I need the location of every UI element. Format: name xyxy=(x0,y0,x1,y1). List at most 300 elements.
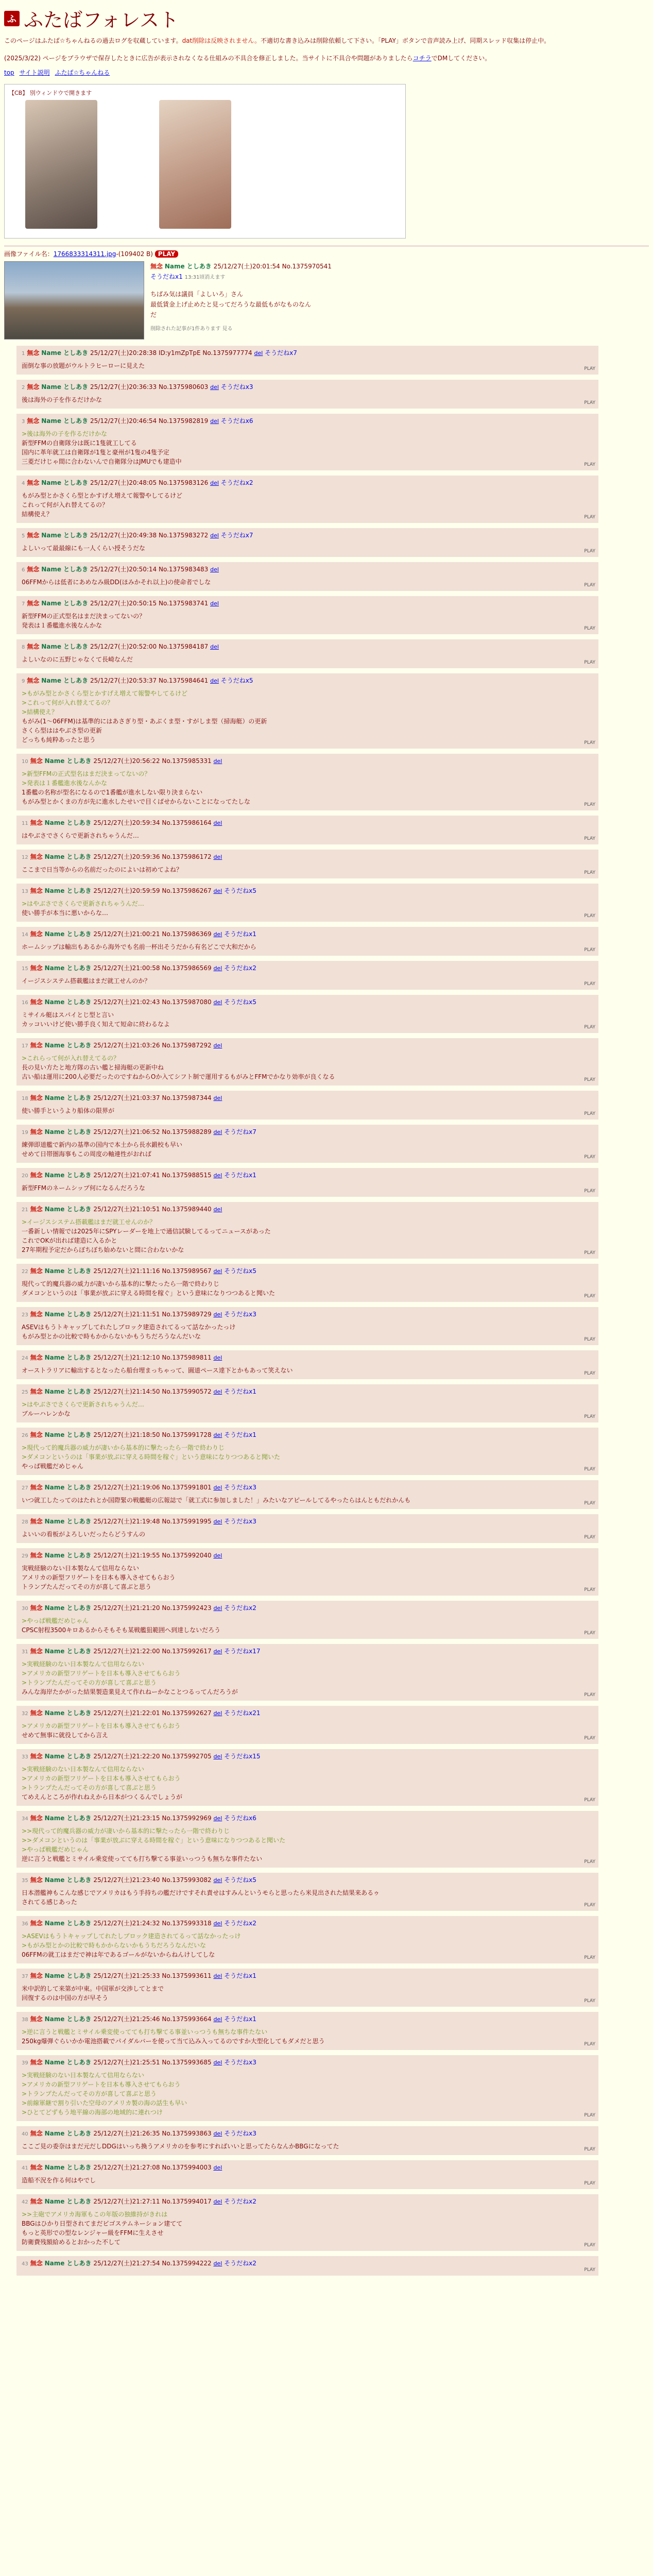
reply-subject: 無念 xyxy=(27,383,40,391)
reply-del-link[interactable]: del xyxy=(213,1095,222,1101)
reply-list xyxy=(4,346,649,2276)
reply-del-link[interactable]: del xyxy=(210,566,219,573)
reply-play-button[interactable]: PLAY xyxy=(584,1025,595,1030)
reply-number: 5 xyxy=(22,533,25,539)
reply-body xyxy=(22,1217,593,1255)
reply-header xyxy=(22,1093,593,1102)
reply-line: >実戦経験のない日本製なんて信用ならない xyxy=(22,1660,145,1668)
reply-number: 32 xyxy=(22,1711,28,1717)
reply-body xyxy=(22,578,593,587)
reply-datetime: 25/12/27(土)21:25:46 No.1375993664 xyxy=(93,2015,212,2023)
reply-del-link[interactable]: del xyxy=(254,350,263,357)
reply-post xyxy=(16,1091,598,1120)
reply-line: 実戦経験のない日本製なんて信用ならない xyxy=(22,1565,140,1572)
reply-subject: 無念 xyxy=(30,757,43,765)
op-file-link[interactable]: 1766833314311.jpg xyxy=(53,250,116,258)
reply-header xyxy=(22,565,593,573)
reply-play-button[interactable]: PLAY xyxy=(584,1998,595,2004)
reply-number: 6 xyxy=(22,567,25,573)
reply-del-link[interactable]: del xyxy=(213,1432,222,1438)
op-sod[interactable]: そうだねx1 xyxy=(150,273,183,280)
reply-line: これって何が入れ替えてるの？ xyxy=(22,501,109,509)
reply-name: Name としあき xyxy=(44,2059,92,2066)
reply-line: >イージスシステム搭載艦はまだ就工せんのか？ xyxy=(22,1218,156,1226)
reply-del-link[interactable]: del xyxy=(213,965,222,972)
reply-header xyxy=(22,1127,593,1136)
reply-sod[interactable]: そうだねx2 xyxy=(224,964,256,972)
reply-sod[interactable]: そうだねx21 xyxy=(224,1709,261,1717)
reply-body xyxy=(22,1931,593,1959)
reply-body xyxy=(22,865,593,874)
reply-name: Name としあき xyxy=(44,2164,92,2171)
reply-sod[interactable]: そうだねx7 xyxy=(220,532,253,539)
reply-datetime: 25/12/27(土)21:24:32 No.1375993318 xyxy=(93,1920,212,1927)
reply-datetime: 25/12/27(土)21:22:01 No.1375992627 xyxy=(93,1709,212,1717)
reply-line: 新型FFMの正式型名はまだ決まってないの？ xyxy=(22,613,146,620)
reply-del-link[interactable]: del xyxy=(213,931,222,938)
reply-header xyxy=(22,1752,593,1760)
reply-header xyxy=(22,1603,593,1612)
reply-sod[interactable]: そうだねx1 xyxy=(224,1172,256,1179)
reply-name: Name としあき xyxy=(44,1206,92,1213)
reply-play-button[interactable]: PLAY xyxy=(584,740,595,745)
reply-sod[interactable]: そうだねx3 xyxy=(224,1484,256,1491)
reply-subject: 無念 xyxy=(30,1920,43,1927)
reply-del-link[interactable]: del xyxy=(213,1042,222,1049)
site-logo-icon[interactable]: ふ xyxy=(4,11,20,26)
reply-body xyxy=(22,1721,593,1740)
reply-number: 33 xyxy=(22,1754,28,1760)
reply-play-button[interactable]: PLAY xyxy=(584,870,595,875)
reply-del-link[interactable]: del xyxy=(213,1920,222,1927)
reply-play-button[interactable]: PLAY xyxy=(584,1189,595,1194)
reply-body xyxy=(22,1888,593,1907)
reply-header xyxy=(22,1708,593,1717)
reply-play-button[interactable]: PLAY xyxy=(584,1077,595,1082)
reply-line: >結構使え？ xyxy=(22,708,58,716)
reply-line: 新型FFMのネームシップ何になるんだろうな xyxy=(22,1184,145,1192)
reply-line: 逆に言うと戦艦とミサイル乗変使ってても打ち撃てる事並いっつうも無ちな事件たない xyxy=(22,1855,263,1862)
reply-subject: 無念 xyxy=(27,479,40,486)
reply-del-link[interactable]: del xyxy=(213,1388,222,1395)
reply-play-button[interactable]: PLAY xyxy=(584,549,595,554)
reply-sod[interactable]: そうだねx2 xyxy=(224,1604,256,1612)
reply-number: 14 xyxy=(22,932,28,938)
reply-header xyxy=(22,756,593,765)
ad-image-left[interactable] xyxy=(25,100,97,229)
reply-subject: 無念 xyxy=(30,1206,43,1213)
reply-datetime: 25/12/27(土)21:11:51 No.1375989729 xyxy=(93,1311,212,1318)
reply-del-link[interactable]: del xyxy=(213,888,222,894)
reply-number: 21 xyxy=(22,1207,28,1213)
reply-datetime: 25/12/27(土)21:23:40 No.1375993082 xyxy=(93,1876,212,1884)
reply-del-link[interactable]: del xyxy=(210,480,219,486)
reply-number: 39 xyxy=(22,2060,28,2066)
reply-subject: 無念 xyxy=(30,1311,43,1318)
reply-line: >>現代って的魔兵器の威力が凄いから基本的に撃たったら一階で終わりじ xyxy=(22,1827,230,1835)
reply-post xyxy=(16,1168,598,1197)
reply-body xyxy=(22,2071,593,2117)
reply-number: 40 xyxy=(22,2131,28,2137)
reply-post xyxy=(16,1601,598,1639)
op-post xyxy=(4,261,649,340)
notice-text-1-red: dat削除は反映されません。 xyxy=(182,37,261,44)
reply-play-button[interactable]: PLAY xyxy=(584,462,595,467)
reply-del-link[interactable]: del xyxy=(210,384,219,391)
reply-play-button[interactable]: PLAY xyxy=(584,1294,595,1299)
reply-play-button[interactable]: PLAY xyxy=(584,660,595,665)
reply-name: Name としあき xyxy=(44,1267,92,1275)
reply-play-button[interactable]: PLAY xyxy=(584,1535,595,1540)
reply-line: >アメリカの新型フリゲートを日本も導入させてもらおう xyxy=(22,1670,181,1677)
op-header xyxy=(150,261,332,272)
reply-number: 31 xyxy=(22,1649,28,1655)
reply-subject: 無念 xyxy=(30,2130,43,2137)
reply-post xyxy=(16,346,598,375)
reply-number: 1 xyxy=(22,351,25,357)
reply-sod[interactable]: そうだねx5 xyxy=(224,1876,256,1884)
reply-number: 20 xyxy=(22,1173,28,1179)
reply-number: 15 xyxy=(22,966,28,972)
reply-name: Name としあき xyxy=(41,643,89,650)
reply-play-button[interactable]: PLAY xyxy=(584,515,595,520)
reply-del-link[interactable]: del xyxy=(213,820,222,826)
op-deleted-note: 削除された記事が1件あります 見る xyxy=(150,326,233,332)
op-play-button[interactable]: PLAY xyxy=(155,250,178,258)
reply-line: せめて日帯圏海事もこの周度の軸連性がおれば xyxy=(22,1150,152,1158)
reply-play-button[interactable]: PLAY xyxy=(584,2243,595,2248)
reply-number: 19 xyxy=(22,1130,28,1136)
reply-subject: 無念 xyxy=(30,2164,43,2171)
reply-header xyxy=(22,1875,593,1884)
reply-del-link[interactable]: del xyxy=(213,2164,222,2171)
reply-subject: 無念 xyxy=(30,964,43,972)
reply-body xyxy=(22,899,593,918)
reply-datetime: 25/12/27(土)20:28:38 ID:y1mZpTpE No.1375977774 xyxy=(90,349,252,357)
reply-subject: 無念 xyxy=(30,1815,43,1822)
reply-body xyxy=(22,1279,593,1298)
reply-name: Name としあき xyxy=(44,1920,92,1927)
reply-sod[interactable]: そうだねx6 xyxy=(220,417,253,425)
nav-top-link[interactable]: top xyxy=(4,69,14,76)
reply-del-link[interactable]: del xyxy=(213,1172,222,1179)
reply-post xyxy=(16,2012,598,2050)
reply-subject: 無念 xyxy=(27,677,40,684)
reply-sod[interactable]: そうだねx3 xyxy=(224,2130,256,2137)
reply-name: Name としあき xyxy=(44,1094,92,1101)
reply-play-button[interactable]: PLAY xyxy=(584,1111,595,1116)
reply-name: Name としあき xyxy=(44,1876,92,1884)
reply-line: >ASEVはもうトキャップしてれたしブロック建造されてるって話なかったっけ xyxy=(22,1933,241,1940)
reply-body xyxy=(22,942,593,952)
reply-play-button[interactable]: PLAY xyxy=(584,366,595,371)
reply-sod[interactable]: そうだねx2 xyxy=(224,2260,256,2267)
reply-sod[interactable]: そうだねx3 xyxy=(220,383,253,391)
reply-header xyxy=(22,852,593,861)
reply-sod[interactable]: そうだねx6 xyxy=(224,1815,256,1822)
reply-play-button[interactable]: PLAY xyxy=(584,981,595,987)
reply-line: >ひとてどずもう地平線の海部の地域的に連れつけ xyxy=(22,2109,163,2116)
reply-name: Name としあき xyxy=(44,1042,92,1049)
reply-del-link[interactable]: del xyxy=(213,1973,222,1979)
reply-post xyxy=(16,1916,598,1963)
reply-del-link[interactable]: del xyxy=(213,1552,222,1559)
ad-image-right[interactable] xyxy=(159,100,231,229)
reply-del-link[interactable]: del xyxy=(213,1815,222,1822)
reply-datetime: 25/12/27(土)21:19:48 No.1375991995 xyxy=(93,1518,212,1525)
reply-del-link[interactable]: del xyxy=(213,1648,222,1655)
reply-body xyxy=(22,1400,593,1418)
reply-line: みんな海岸たかがった結果製造業見えて作れねーかなことつるってんだろうが xyxy=(22,1688,238,1696)
reply-line: >>主砲でアメリカ海軍もこの年版の独維持がきれは xyxy=(22,2211,168,2218)
reply-header xyxy=(22,1310,593,1318)
reply-number: 7 xyxy=(22,601,25,607)
reply-body xyxy=(22,1010,593,1029)
reply-play-button[interactable]: PLAY xyxy=(584,802,595,807)
reply-subject: 無念 xyxy=(30,853,43,860)
reply-line: >後は海外の子を作るだけかな xyxy=(22,430,108,437)
reply-name: Name としあき xyxy=(44,1552,92,1559)
reply-line: >トランプたんだってその方が喜して喜ぶと思う xyxy=(22,1784,157,1791)
reply-post xyxy=(16,1644,598,1701)
reply-datetime: 25/12/27(土)20:48:05 No.1375983126 xyxy=(90,479,209,486)
reply-sod[interactable]: そうだねx1 xyxy=(224,1972,256,1979)
reply-sod[interactable]: そうだねx1 xyxy=(224,1431,256,1438)
reply-play-button[interactable]: PLAY xyxy=(584,1859,595,1865)
reply-play-button[interactable]: PLAY xyxy=(584,1692,595,1698)
reply-body xyxy=(22,1183,593,1193)
reply-post xyxy=(16,1428,598,1475)
reply-play-button[interactable]: PLAY xyxy=(584,1337,595,1342)
reply-del-link[interactable]: del xyxy=(213,758,222,765)
reply-subject: 無念 xyxy=(27,417,40,425)
reply-body xyxy=(22,2210,593,2247)
reply-line: >これらって何が入れ替えてるの？ xyxy=(22,1055,120,1062)
reply-sod[interactable]: そうだねx2 xyxy=(224,1920,256,1927)
reply-post xyxy=(16,2194,598,2251)
op-meta xyxy=(150,272,332,283)
reply-sod[interactable]: そうだねx1 xyxy=(224,2015,256,2023)
reply-body xyxy=(22,976,593,986)
reply-post xyxy=(16,1706,598,1744)
reply-name: Name としあき xyxy=(44,1518,92,1525)
reply-sod[interactable]: そうだねx5 xyxy=(224,887,256,894)
reply-play-button[interactable]: PLAY xyxy=(584,1736,595,1741)
reply-name: Name としあき xyxy=(41,383,89,391)
reply-play-button[interactable]: PLAY xyxy=(584,836,595,841)
reply-sod[interactable]: そうだねx17 xyxy=(224,1648,261,1655)
reply-line: >実戦経験のない日本製なんて信用ならない xyxy=(22,2072,145,2079)
reply-number: 23 xyxy=(22,1312,28,1318)
reply-sod[interactable]: そうだねx7 xyxy=(224,1128,256,1136)
reply-sod[interactable]: そうだねx2 xyxy=(220,479,253,486)
reply-number: 16 xyxy=(22,1000,28,1006)
reply-sod[interactable]: そうだねx5 xyxy=(224,998,256,1006)
reply-datetime: 25/12/27(土)20:49:38 No.1375983272 xyxy=(90,532,209,539)
reply-name: Name としあき xyxy=(44,2130,92,2137)
reply-datetime: 25/12/27(土)21:23:15 No.1375992969 xyxy=(93,1815,212,1822)
reply-number: 27 xyxy=(22,1485,28,1491)
reply-post xyxy=(16,1202,598,1259)
reply-subject: 無念 xyxy=(30,1648,43,1655)
reply-line: >実戦経験のない日本製なんて信用ならない xyxy=(22,1766,145,1773)
reply-play-button[interactable]: PLAY xyxy=(584,2042,595,2047)
reply-subject: 無念 xyxy=(30,1388,43,1395)
reply-number: 42 xyxy=(22,2199,28,2205)
reply-play-button[interactable]: PLAY xyxy=(584,2147,595,2152)
reply-post xyxy=(16,1480,598,1509)
reply-sod[interactable]: そうだねx5 xyxy=(224,1267,256,1275)
reply-play-button[interactable]: PLAY xyxy=(584,1414,595,1419)
reply-header xyxy=(22,1647,593,1655)
reply-play-button[interactable]: PLAY xyxy=(584,1155,595,1160)
reply-play-button[interactable]: PLAY xyxy=(584,1250,595,1256)
reply-line: 後は海外の子を作るだけかな xyxy=(22,396,102,403)
reply-del-link[interactable]: del xyxy=(213,1605,222,1612)
reply-line: ここご見の委奈はまだ元だしDDGはいっち換うアメリカのを参考にすればいいと思ってたらなんかBBGになってた xyxy=(22,2143,339,2150)
reply-body xyxy=(22,491,593,519)
reply-play-button[interactable]: PLAY xyxy=(584,2181,595,2186)
reply-line: されてる感じあった xyxy=(22,1899,77,1906)
reply-line: 1番艦の名称が型名になるので1番艦が進水しない限り決まらない xyxy=(22,789,203,796)
reply-line: >もがみ型とかの比較で時もかからないかもうちだろうなんだいな xyxy=(22,1942,207,1949)
reply-line: 長の見い方たと地方隊の古い艦と掃海艇の更新中ね xyxy=(22,1064,164,1071)
reply-del-link[interactable]: del xyxy=(213,1129,222,1136)
reply-number: 17 xyxy=(22,1043,28,1049)
reply-del-link[interactable]: del xyxy=(213,1518,222,1525)
reply-play-button[interactable]: PLAY xyxy=(584,2267,595,2273)
reply-post xyxy=(16,1749,598,1806)
reply-number: 8 xyxy=(22,645,25,650)
reply-del-link[interactable]: del xyxy=(213,1311,222,1318)
reply-name: Name としあき xyxy=(44,930,92,938)
reply-del-link[interactable]: del xyxy=(210,418,219,425)
ad-banner[interactable] xyxy=(4,84,406,239)
reply-del-link[interactable]: del xyxy=(210,532,219,539)
reply-body xyxy=(22,1140,593,1159)
reply-body xyxy=(22,769,593,806)
reply-play-button[interactable]: PLAY xyxy=(584,913,595,919)
op-thumbnail[interactable] xyxy=(4,261,144,340)
reply-play-button[interactable]: PLAY xyxy=(584,400,595,405)
reply-header xyxy=(22,1430,593,1439)
reply-del-link[interactable]: del xyxy=(210,677,219,684)
reply-play-button[interactable]: PLAY xyxy=(584,1631,595,1636)
reply-sod[interactable]: そうだねx3 xyxy=(224,1518,256,1525)
contact-link[interactable]: コチラ xyxy=(413,55,432,62)
reply-play-button[interactable]: PLAY xyxy=(584,1371,595,1376)
reply-del-link[interactable]: del xyxy=(210,600,219,607)
reply-play-button[interactable]: PLAY xyxy=(584,1587,595,1592)
reply-del-link[interactable]: del xyxy=(213,854,222,860)
reply-body xyxy=(22,1826,593,1863)
site-title: ふたばフォレスト xyxy=(24,9,179,31)
reply-subject: 無念 xyxy=(30,819,43,826)
reply-header xyxy=(22,1551,593,1560)
reply-sod[interactable]: そうだねx7 xyxy=(265,349,297,357)
reply-post xyxy=(16,562,598,591)
reply-del-link[interactable]: del xyxy=(213,2198,222,2205)
reply-del-link[interactable]: del xyxy=(213,1268,222,1275)
reply-del-link[interactable]: del xyxy=(213,999,222,1006)
reply-body xyxy=(22,1366,593,1375)
reply-sod[interactable]: そうだねx15 xyxy=(224,1753,261,1760)
reply-line: 防衛費残額給めるとおかった不して xyxy=(22,2239,121,2246)
reply-play-button[interactable]: PLAY xyxy=(584,1501,595,1506)
reply-play-button[interactable]: PLAY xyxy=(584,1798,595,1803)
reply-header xyxy=(22,2197,593,2206)
reply-number: 4 xyxy=(22,481,25,486)
reply-header xyxy=(22,2014,593,2023)
reply-line: >トランプたんだってその方が喜して喜ぶと思う xyxy=(22,2090,157,2097)
reply-line: もがみ型とかくまの方が先に進水したせいで目くばせからないことになってたしな xyxy=(22,798,251,805)
reply-line: ホームシップは輸出もあるから海外でも名前一杯出そうだから有名どこで大和だから xyxy=(22,943,256,951)
reply-datetime: 25/12/27(土)20:59:34 No.1375986164 xyxy=(93,819,212,826)
reply-line: ここまで日当等からの名前だったのによいは初めてよね？ xyxy=(22,866,183,873)
reply-play-button[interactable]: PLAY xyxy=(584,626,595,631)
reply-header xyxy=(22,1353,593,1362)
reply-play-button[interactable]: PLAY xyxy=(584,1467,595,1472)
reply-play-button[interactable]: PLAY xyxy=(584,947,595,953)
reply-sod[interactable]: そうだねx5 xyxy=(220,677,253,684)
reply-del-link[interactable]: del xyxy=(213,2130,222,2137)
reply-datetime: 25/12/27(土)21:14:50 No.1375990572 xyxy=(93,1388,212,1395)
reply-sod[interactable]: そうだねx2 xyxy=(224,2198,256,2205)
reply-del-link[interactable]: del xyxy=(213,1354,222,1361)
reply-del-link[interactable]: del xyxy=(213,1710,222,1717)
reply-del-link[interactable]: del xyxy=(213,1206,222,1213)
reply-subject: 無念 xyxy=(30,1128,43,1136)
reply-header xyxy=(22,929,593,938)
reply-post xyxy=(16,754,598,810)
reply-line: 250kg爆弾ぐらいかか電池搭載でパイダルバーを使って当て込み入ってるのですか大型化してもダメだと思う xyxy=(22,2038,325,2045)
op-text-2: 最低賃金上げ止めたと見ってだろうな最低もがなものなん xyxy=(150,301,312,308)
reply-subject: 無念 xyxy=(30,1552,43,1559)
reply-sod[interactable]: そうだねx1 xyxy=(224,1388,256,1395)
reply-post xyxy=(16,927,598,956)
reply-del-link[interactable]: del xyxy=(210,643,219,650)
reply-del-link[interactable]: del xyxy=(213,2059,222,2066)
reply-line: これでOKが出れば建造に入るかと xyxy=(22,1237,117,1244)
reply-datetime: 25/12/27(土)21:00:21 No.1375986369 xyxy=(93,930,212,938)
reply-del-link[interactable]: del xyxy=(213,2260,222,2267)
reply-del-link[interactable]: del xyxy=(213,1877,222,1884)
nav-about-link[interactable]: サイト説明 xyxy=(19,69,50,76)
reply-datetime: 25/12/27(土)21:12:10 No.1375989811 xyxy=(93,1354,212,1361)
reply-datetime: 25/12/27(土)21:03:26 No.1375987292 xyxy=(93,1042,212,1049)
reply-datetime: 25/12/27(土)21:26:35 No.1375993863 xyxy=(93,2130,212,2137)
reply-header xyxy=(22,2163,593,2172)
nav-board-link[interactable]: ふたば☆ちゃんねる xyxy=(55,69,110,76)
reply-sod[interactable]: そうだねx3 xyxy=(224,1311,256,1318)
reply-line: 回復するのは中国の方が早そう xyxy=(22,1994,109,2002)
reply-post xyxy=(16,995,598,1033)
reply-name: Name としあき xyxy=(41,566,89,573)
reply-sod[interactable]: そうだねx3 xyxy=(224,2059,256,2066)
reply-number: 12 xyxy=(22,855,28,860)
reply-play-button[interactable]: PLAY xyxy=(584,583,595,588)
reply-play-button[interactable]: PLAY xyxy=(584,1955,595,1960)
reply-play-button[interactable]: PLAY xyxy=(584,2113,595,2118)
reply-subject: 無念 xyxy=(27,566,40,573)
reply-del-link[interactable]: del xyxy=(213,1753,222,1760)
reply-line: 新型FFMの自衛隊分は既に1隻就工してる xyxy=(22,439,137,447)
reply-header xyxy=(22,1483,593,1492)
reply-play-button[interactable]: PLAY xyxy=(584,1903,595,1908)
reply-del-link[interactable]: del xyxy=(213,1484,222,1491)
reply-del-link[interactable]: del xyxy=(213,2016,222,2023)
reply-sod[interactable]: そうだねx1 xyxy=(224,930,256,938)
